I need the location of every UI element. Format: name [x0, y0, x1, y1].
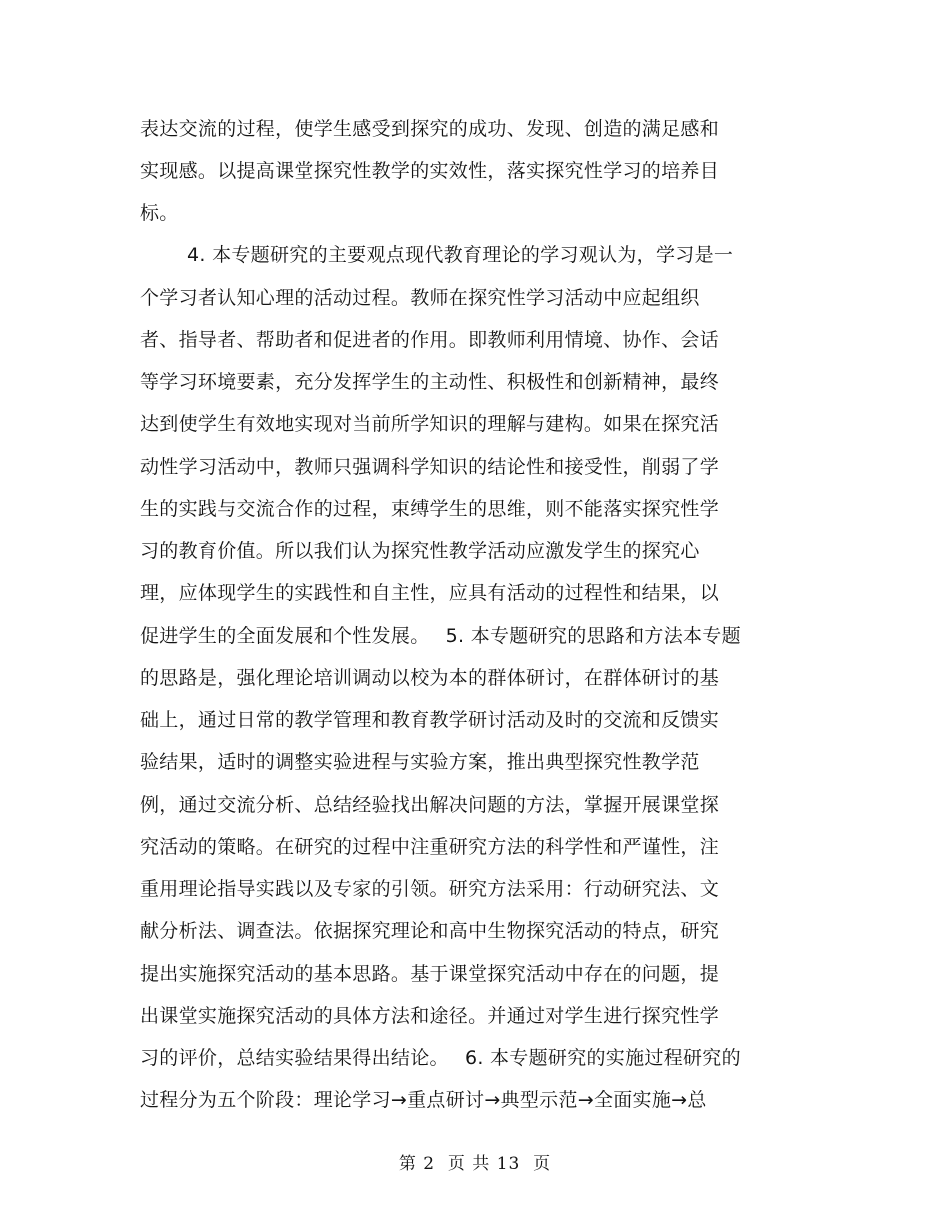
text-line: 4. 本专题研究的主要观点现代教育理论的学习观认为，学习是一: [187, 244, 734, 266]
text-line: 达到使学生有效地实现对当前所学知识的理解与建构。如果在探究活: [140, 413, 720, 435]
text-line: 生的实践与交流合作的过程，束缚学生的思维，则不能落实探究性学: [140, 498, 720, 520]
text-line: 个学习者认知心理的活动过程。教师在探究性学习活动中应起组织: [140, 287, 700, 309]
text-line: 出课堂实施探究活动的具体方法和途径。并通过对学生进行探究性学: [140, 1005, 720, 1027]
text-line: 重用理论指导实践以及专家的引领。研究方法采用：行动研究法、文: [140, 878, 720, 900]
text-line: 理，应体现学生的实践性和自主性，应具有活动的过程性和结果，以: [140, 582, 720, 604]
page-number-footer: 第 2 页 共 13 页: [398, 1154, 552, 1174]
text-line: 动性学习活动中，教师只强调科学知识的结论性和接受性，削弱了学: [140, 456, 720, 478]
text-line: 过程分为五个阶段：理论学习→重点研讨→典型示范→全面实施→总: [140, 1089, 707, 1111]
text-line: 者、指导者、帮助者和促进者的作用。即教师利用情境、协作、会话: [140, 329, 720, 351]
text-line: 表达交流的过程，使学生感受到探究的成功、发现、创造的满足感和: [140, 118, 720, 140]
text-line: 础上，通过日常的教学管理和教育教学研讨活动及时的交流和反馈实: [140, 709, 720, 731]
text-line: 例，通过交流分析、总结经验找出解决问题的方法，掌握开展课堂探: [140, 794, 720, 816]
text-line: 实现感。以提高课堂探究性教学的实效性，落实探究性学习的培养目: [140, 160, 720, 182]
text-line: 的思路是，强化理论培训调动以校为本的群体研讨，在群体研讨的基: [140, 667, 720, 689]
text-line: 标。: [140, 202, 179, 224]
text-line: 验结果，适时的调整实验进程与实验方案，推出典型探究性教学范: [140, 751, 700, 773]
text-line: 等学习环境要素，充分发挥学生的主动性、积极性和创新精神，最终: [140, 371, 720, 393]
text-line: 习的教育价值。所以我们认为探究性教学活动应激发学生的探究心: [140, 540, 700, 562]
text-line: 献分析法、调查法。依据探究理论和高中生物探究活动的特点，研究: [140, 920, 720, 942]
text-line: 究活动的策略。在研究的过程中注重研究方法的科学性和严谨性，注: [140, 836, 720, 858]
text-line: 习的评价，总结实验结果得出结论。 6. 本专题研究的实施过程研究的: [140, 1047, 741, 1069]
text-line: 促进学生的全面发展和个性发展。 5. 本专题研究的思路和方法本专题: [140, 625, 741, 647]
text-line: 提出实施探究活动的基本思路。基于课堂探究活动中存在的问题，提: [140, 963, 720, 985]
